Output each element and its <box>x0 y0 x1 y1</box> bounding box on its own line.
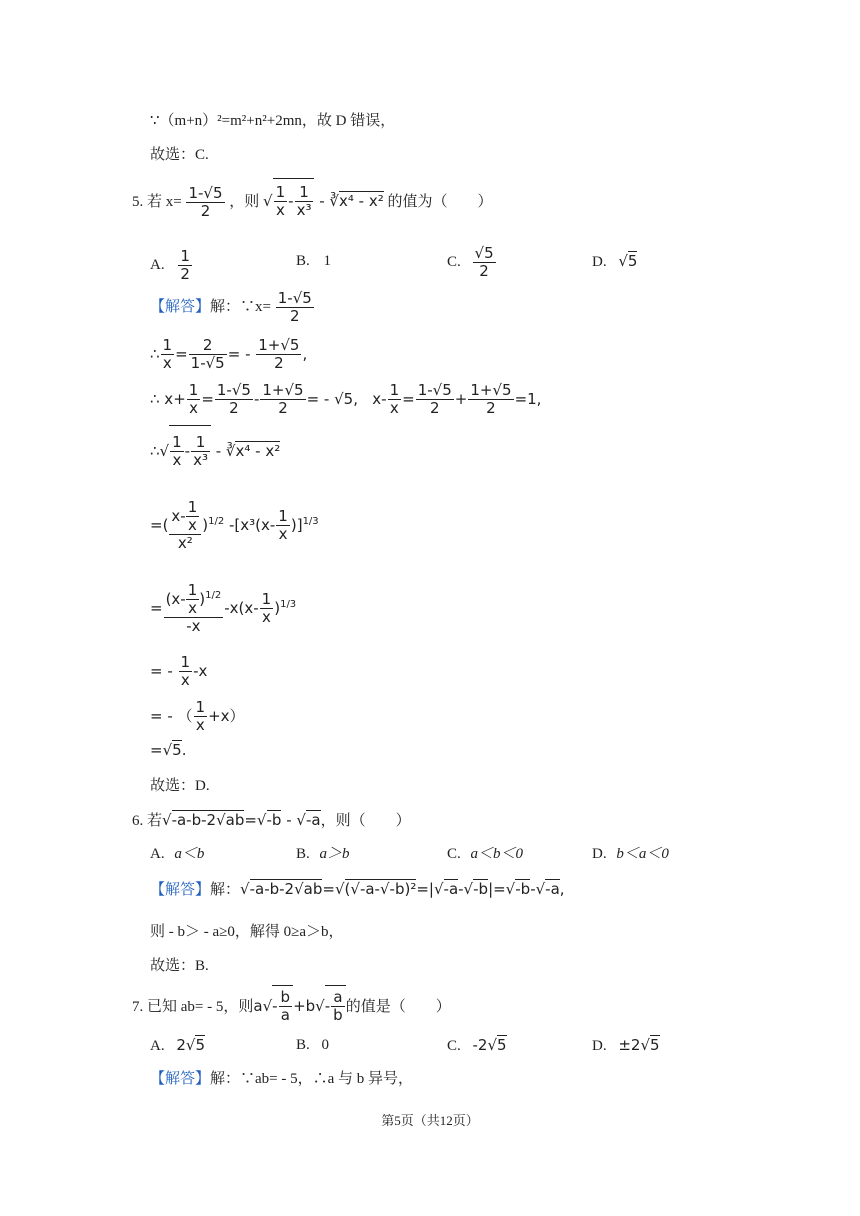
q6-option-a: A. a＜b <box>150 846 205 862</box>
solution-tag: 【解答】 <box>150 1071 211 1087</box>
q7-number: 7. <box>132 999 144 1015</box>
prev-choice: 故选：C. <box>150 147 209 163</box>
q5-mid: ，则 <box>229 194 260 210</box>
q7-option-b: B. 0 <box>296 1037 330 1053</box>
q5-option-c: C. $\frac{√5}{2}$ <box>447 244 494 280</box>
q7-option-c: C. -2√5 <box>447 1036 507 1054</box>
q5-option-b: B. 1 <box>296 253 332 269</box>
q5-intro: 若 x= <box>147 194 182 210</box>
q7-option-a: A. 2√5 <box>150 1036 205 1054</box>
q5-x-fraction: $\frac{1-√5}{2}$ <box>188 184 223 221</box>
q6-number: 6. <box>132 813 144 829</box>
q6-choice: 故选：B. <box>150 958 209 974</box>
q5-expression: √ $\frac{1}{x}$ - $\frac{1}{\text{x³}}$ - ∛x⁴ - x² <box>263 192 384 210</box>
q5-step-3: ∴√ $\frac{1}{x}$ - $\frac{1}{\text{x³}}$ - ∛x⁴ - x² <box>150 425 280 475</box>
q5-option-d: D. √5 <box>592 252 638 270</box>
q7-option-d: D. ±2√5 <box>592 1036 660 1054</box>
q5-step-4: =( x- $\frac{1}{x}$ x² )$^{1/2}$ -[x³(x- $\frac{1}{x}$ )]$^{1/3}$ <box>150 498 319 552</box>
q6-solution-start: 【解答】解：√-a-b-2√ab=√(√-a-√-b)²=|√-a-√-b|=√-b-√-a, <box>150 880 565 898</box>
prev-line-1: ∵（m+n）²=m²+n²+2mn，故 D 错误， <box>150 113 396 129</box>
q6-option-b: B. a＞b <box>296 846 350 862</box>
q7-solution-start: 【解答】解：∵ab= - 5，∴a 与 b 异号， <box>150 1071 414 1087</box>
q5-solution-start: 【解答】解：∵x= $\frac{1-√5}{2}$ <box>150 289 312 326</box>
q5-option-a: A. $\frac{1}{2}$ <box>150 247 190 283</box>
q5-step-7: = - （ $\frac{1}{x}$ +x） <box>150 698 245 734</box>
solution-tag: 【解答】 <box>150 882 211 898</box>
q5-step-6: = - $\frac{1}{x}$ -x <box>150 653 208 689</box>
q5-step-8: =√5. <box>150 741 187 759</box>
q6-option-d: D. b＜a＜0 <box>592 846 669 862</box>
q6-option-c: C. a＜b＜0 <box>447 846 524 862</box>
q5-stem <box>132 178 492 222</box>
solution-tag: 【解答】 <box>150 299 211 315</box>
q5-step-5: = (x- $\frac{1}{x}$ )$^{1/2}$ -x -x(x- $\frac{1}{x}$ )$^{1/3}$ <box>150 581 297 635</box>
q6-stem: 6. 若√-a-b-2√ab=√-b - √-a，则（ ） <box>132 811 411 829</box>
q6-solution-line-2: 则 - b＞ - a≥0，解得 0≥a＞b， <box>150 924 344 940</box>
q5-tail: 的值为（ ） <box>387 194 493 210</box>
page-footer: 第5页（共12页） <box>381 1113 479 1128</box>
q7-stem: 7. 已知 ab= - 5，则a√- $\frac{b}{a}$ +b√- $\frac{a}{b}$ 的值是（ ） <box>132 985 451 1025</box>
q5-number: 5. <box>132 194 144 210</box>
q5-step-1: ∴ $\frac{1}{x}$ = $\frac{2}{1-√5}$ = - $\frac{1+√5}{2}$ , <box>150 336 308 372</box>
q5-choice: 故选：D. <box>150 778 210 794</box>
q5-step-2: ∴ x+ $\frac{1}{x}$ = $\frac{1-√5}{2}$ - $\frac{1+√5}{2}$ = - √5, x- $\frac{1}{x}$ = $\frac{1-√5}{2}$ + $\frac{1+√5}{2}$ =1, <box>150 381 542 417</box>
